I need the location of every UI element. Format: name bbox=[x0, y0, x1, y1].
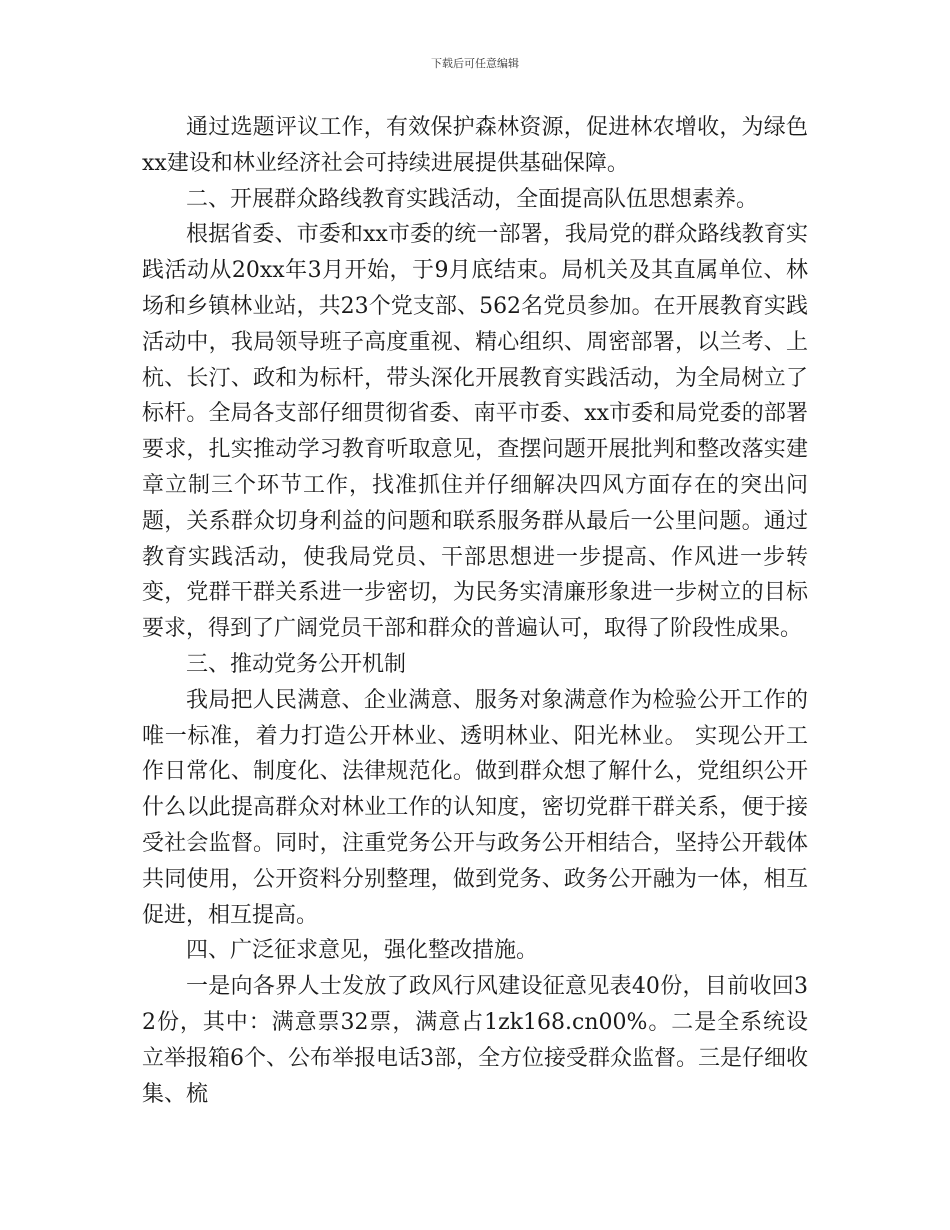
document-body bbox=[142, 110, 808, 1112]
section-heading: 三、推动党务公开机制 bbox=[186, 651, 407, 677]
paragraph: 一是向各界人士发放了政风行风建设征意见表40份，目前收回32份，其中：满意票32票，满意占1zk168.cn00%。二是全系统设立举报箱6个、公布举报电话3部，全方位接受群众监督。三是仔细收集、梳 bbox=[142, 974, 808, 1107]
section-heading: 四、广泛征求意见，强化整改措施。 bbox=[186, 938, 539, 964]
header-note: 下载后可任意编辑 bbox=[431, 57, 519, 70]
paragraph: 通过选题评议工作，有效保护森林资源，促进林农增收，为绿色xx建设和林业经济社会可持续进展提供基础保障。 bbox=[142, 115, 808, 176]
paragraph: 我局把人民满意、企业满意、服务对象满意作为检验公开工作的唯一标准，着力打造公开林业、透明林业、阳光林业。 实现公开工作日常化、制度化、法律规范化。做到群众想了解什么，党组织公开什么以此提高群众对林业工作的认知度，密切党群干群关系，便于接受社会监督。同时，注重党务公开与政务公开相结合，坚持公开载体共同使用，公开资料分别整理，做到党务、政务公开融为一体，相互促进，相互提高。 bbox=[142, 687, 808, 928]
section-heading: 二、开展群众路线教育实践活动，全面提高队伍思想素养。 bbox=[186, 186, 759, 212]
paragraph: 根据省委、市委和xx市委的统一部署，我局党的群众路线教育实践活动从20xx年3月开始，于9月底结束。局机关及其直属单位、林场和乡镇林业站，共23个党支部、562名党员参加。在开展教育实践活动中，我局领导班子高度重视、精心组织、周密部署，以兰考、上杭、长汀、政和为标杆，带头深化开展教育实践活动，为全局树立了标杆。全局各支部仔细贯彻省委、南平市委、xx市委和局党委的部署要求，扎实推动学习教育听取意见，查摆问题开展批判和整改落实建章立制三个环节工作，找准抓住并仔细解决四风方面存在的突出问题，关系群众切身利益的问题和联系服务群从最后一公里问题。通过教育实践活动，使我局党员、干部思想进一步提高、作风进一步转变，党群干群关系进一步密切，为民务实清廉形象进一步树立的目标要求，得到了广阔党员干部和群众的普遍认可，取得了阶段性成果。 bbox=[142, 222, 808, 642]
